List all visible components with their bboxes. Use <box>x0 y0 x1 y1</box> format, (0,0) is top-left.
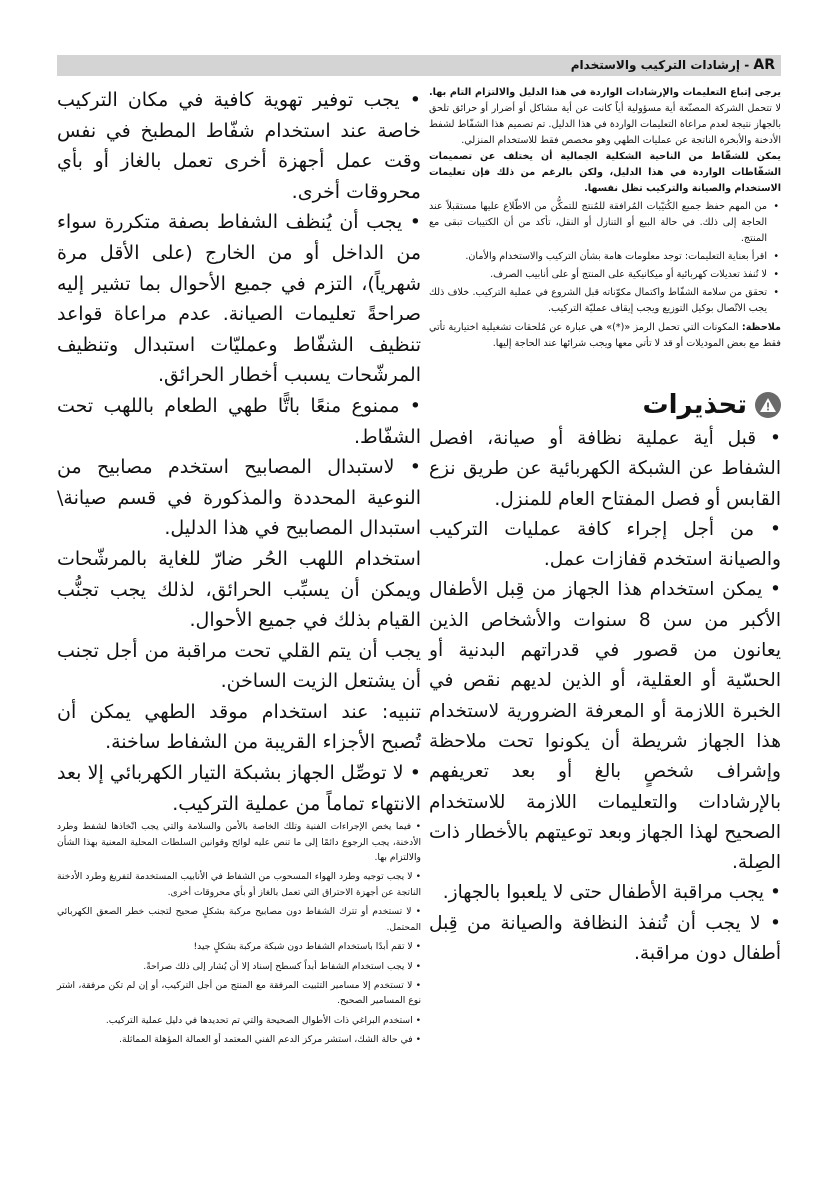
safety-paragraph: • لا توصِّل الجهاز بشبكة التيار الكهربائي إلا بعد الانتهاء تماماً من عملية التركيب. <box>57 762 421 815</box>
header-title: AR - إرشادات التركيب والاستخدام <box>570 57 775 73</box>
left-fine-print <box>57 819 421 1047</box>
page-header <box>57 55 781 76</box>
intro-paragraph-1 <box>429 85 781 149</box>
warning-icon <box>755 392 781 418</box>
safety-paragraph: • يجب توفير تهوية كافية في مكان التركيب خاصة عند استخدام شفّاط المطبخ في نفس وقت عمل أجهزة أخرى تعمل بالغاز أو بأي محروقات أخرى. <box>57 89 421 203</box>
safety-paragraph: • ممنوع منعًا باتًّا طهي الطعام باللهب تحت الشفّاط. <box>57 394 421 448</box>
right-column <box>429 85 781 969</box>
note-paragraph <box>429 320 781 352</box>
list-item: • لا تُنفذ تعديلات كهربائية أو ميكانيكية على المنتج أو على أنابيب الصرف. <box>429 267 767 283</box>
list-item: • تحقق من سلامة الشفّاط واكتمال مكوّناته قبل الشروع في عملية التركيب. خلاف ذلك يجب الاتّصال بوكيل التوزيع ويجب إيقاف عمليّة التركيب. <box>429 285 767 317</box>
header-title-text: إرشادات التركيب والاستخدام <box>570 58 741 72</box>
intro-p1-text: لا تتحمل الشركة المصنّعة أية مسؤولية أياً كانت عن أية مشاكل أو أضرار أو حرائق تلحق بالجهاز نتيجة لعدم مراعاة التعليمات الواردة في هذا الدليل. تم تصميم هذا الشفّاط لشفط الأدخنة والأبخرة الناتجة عن عمليات الطهي وهو مخصص فقط للاستخدام المنزلي. <box>429 103 781 146</box>
fine-paragraph: • لا تستخدم إلا مسامير التثبيت المرفقة مع المنتج من أجل التركيب، أو إن لم تكن مرفقة، اشتر نوع المسامير الصحيح. <box>57 979 421 1007</box>
fine-paragraph: • استخدم البراغي ذات الأطوال الصحيحة والتي تم تحديدها في دليل عملية التركيب. <box>105 1014 421 1026</box>
safety-paragraph: • لاستبدال المصابيح استخدم مصابيح من النوعية المحددة والمذكورة في قسم صيانة\ استبدال المصابيح في هذا الدليل. <box>57 456 421 540</box>
safety-paragraph: تنبيه: عند استخدام موقد الطهي يمكن أن تُصبح الأجزاء القريبة من الشفاط ساخنة. <box>57 700 421 754</box>
intro-p1-bold: يرجى إتباع التعليمات والإرشادات الواردة في هذا الدليل والالتزام التام بها. <box>429 87 781 98</box>
fine-paragraph: • لا تستخدم أو تترك الشفاط دون مصابيح مركبة بشكلٍ صحيح لتجنب خطر الصعق الكهربائي المحتمل. <box>57 906 421 933</box>
warning-paragraph: • قبل أية عملية نظافة أو صيانة، افصل الشفاط عن الشبكة الكهربائية عن طريق نزع القابس أو فصل المفتاح العام للمنزل. <box>429 428 781 510</box>
note-text: المكونات التي تحمل الرمز «(*)» هي عبارة عن مُلحقات تشغيلية اختيارية تأتي فقط مع بعض الموديلات أو قد لا تأتي معها ويجب شرائها عند الحاجة إليها. <box>429 322 781 349</box>
warnings-heading <box>429 388 781 422</box>
warning-paragraph: • من أجل إجراء كافة عمليات التركيب والصيانة استخدم قفازات عمل. <box>429 518 781 571</box>
safety-paragraph: • يجب أن يُنظف الشفاط بصفة متكررة سواء من الداخل أو من الخارج (على الأقل مرة شهرياً)، التزم في جميع الأحوال بما تشير إليه صراحةً تعليمات الصيانة. عدم مراعاة قواعد تنظيف الشفّاط وعمليّات استبدال وتنظيف المرشّحات يسبب أخطار الحرائق. <box>57 211 421 387</box>
language-code: AR <box>753 57 775 73</box>
note-label: ملاحظة: <box>741 322 781 333</box>
warnings-body <box>429 424 781 969</box>
left-large-text <box>57 85 421 819</box>
warning-paragraph: • يمكن استخدام هذا الجهاز من قِبل الأطفال الأكبر من سن 8 سنوات والأشخاص الذين يعانون من قصور في قدراتهم البدنية أو الحسّية أو العقلية، أو الذين لديهم نقص في الخبرة اللازمة أو المعرفة الضرورية لاستخدام هذا الجهاز شريطة أن يكونوا تحت ملاحظة وإشراف شخصٍ بالغ أو بعد تعريفهم بالإرشادات والتعليمات اللازمة للاستخدام الصحيح لهذا الجهاز وبعد توعيتهم بالأخطار ذات الصِلة. <box>429 579 782 874</box>
left-column <box>57 85 421 1052</box>
safety-paragraph: يجب أن يتم القلي تحت مراقبة من أجل تجنب أن يشتعل الزيت الساخن. <box>57 639 421 693</box>
warning-paragraph: • لا يجب أن تُنفذ النظافة والصيانة من قِبل أطفال دون مراقبة. <box>429 912 781 965</box>
list-item: • من المهم حفظ جميع الكُتيّبات المُرافقة للمُنتج للتمكُّن من الاطّلاع عليها مستقبلاً عند الحاجة إلى ذلك. في حالة البيع أو التنازل أو النقل، تأكد من أن الكتيبات تبقى مع المنتج. <box>429 199 767 247</box>
fine-paragraph: • في حالة الشك، استشر مركز الدعم الفني المعتمد أو العمالة المؤهلة المماثلة. <box>119 1034 421 1046</box>
intro-paragraph-2 <box>429 149 781 197</box>
intro-p2-bold: يمكن للشفّاط من الناحية الشكلية الجمالية أن يختلف عن تصميمات الشفّاطات الواردة في هذا الدليل، ولكن بالرغم من ذلك فإن تعليمات الاستخدام والصيانة والتركيب تظل نفسها. <box>429 151 781 194</box>
intro-bullet-list <box>429 199 781 317</box>
fine-paragraph: • لا يجب توجيه وطرد الهواء المسحوب من الشفاط في الأنابيب المستخدمة لتفريغ وطرد الأدخنة الناتجة عن أجهزة الاحتراق التي تعمل بالغاز أو بأي محروقات أخرى. <box>57 871 421 898</box>
list-item: • اقرأ بعناية التعليمات: توجد معلومات هامة بشأن التركيب والاستخدام والأمان. <box>429 249 767 265</box>
safety-paragraph: استخدام اللهب الحُر ضارّ للغاية بالمرشّحات ويمكن أن يسبِّب الحرائق، لذلك يجب تجنُّب القيام بذلك في جميع الأحوال. <box>57 547 421 632</box>
warning-paragraph: • يجب مراقبة الأطفال حتى لا يلعبوا بالجهاز. <box>442 882 781 904</box>
fine-paragraph: • فيما يخص الإجراءات الفنية وتلك الخاصة بالأمن والسلامة والتي يجب اتّخاذها لشفط وطرد الأدخنة، يجب الرجوع دائمًا إلى ما تنص عليه لوائح وقوانين السلطات المحلية المعنية بهذا الشأن والالتزام بها. <box>57 821 421 864</box>
fine-paragraph: • لا يجب استخدام الشفاط أبداً كسطح إسناد إلا أن يُشار إلى ذلك صراحةً. <box>143 960 421 972</box>
fine-paragraph: • لا تقم أبدًا باستخدام الشفاط دون شبكة مركبة بشكلٍ جيد! <box>193 941 421 953</box>
warnings-title: تحذيرات <box>642 390 747 420</box>
